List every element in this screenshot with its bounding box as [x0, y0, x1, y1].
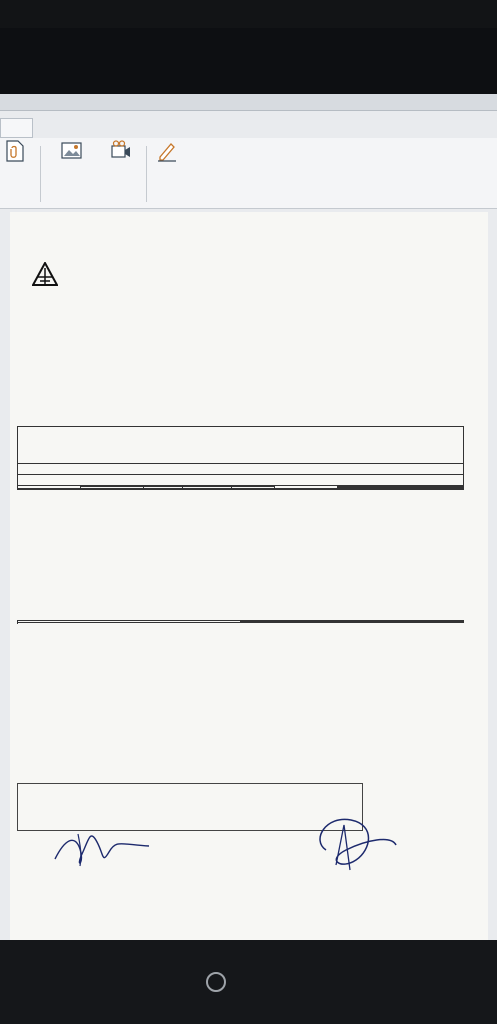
- lg-logo: [206, 972, 230, 992]
- moisture-avg-doam: [401, 489, 464, 490]
- fill-sign-icon: [155, 140, 179, 162]
- desktop-dark-area: [0, 28, 497, 94]
- moisture-table: [17, 485, 464, 490]
- image-annotation-icon: [60, 140, 84, 162]
- ribbon-toolbar: [0, 138, 497, 209]
- lg-logo-icon: [206, 972, 226, 992]
- audio-video-button[interactable]: [100, 140, 142, 177]
- spec-h-stt: [18, 621, 241, 623]
- sample-status-box: [17, 426, 464, 464]
- file-attachment-button[interactable]: [0, 140, 30, 177]
- moisture-avg-dokho: [338, 489, 401, 490]
- vinacontrol-logo-icon: [32, 262, 58, 286]
- pdf-page: [10, 212, 488, 940]
- vinacontrol-logo: [32, 260, 212, 288]
- ribbon-separator: [146, 146, 147, 202]
- signature-right: [296, 810, 406, 880]
- image-annotation-button[interactable]: [46, 140, 98, 177]
- ribbon-tab-collapsed[interactable]: [0, 118, 33, 138]
- doc-number: [346, 330, 353, 339]
- monitor-top-bezel: [0, 0, 497, 28]
- ribbon-separator: [40, 146, 41, 202]
- monitor-bottom-bezel: [0, 940, 497, 1024]
- moisture-avg-label: [18, 489, 338, 490]
- window-title: [0, 94, 497, 111]
- spec-table: [17, 620, 464, 623]
- fill-sign-button[interactable]: [150, 140, 184, 177]
- signature-left: [50, 824, 160, 874]
- screen: [0, 28, 497, 940]
- audio-video-icon: [109, 140, 133, 162]
- file-attachment-icon: [3, 140, 27, 162]
- moisture-avg-row: [18, 489, 464, 490]
- spec-h-pp: [241, 622, 464, 623]
